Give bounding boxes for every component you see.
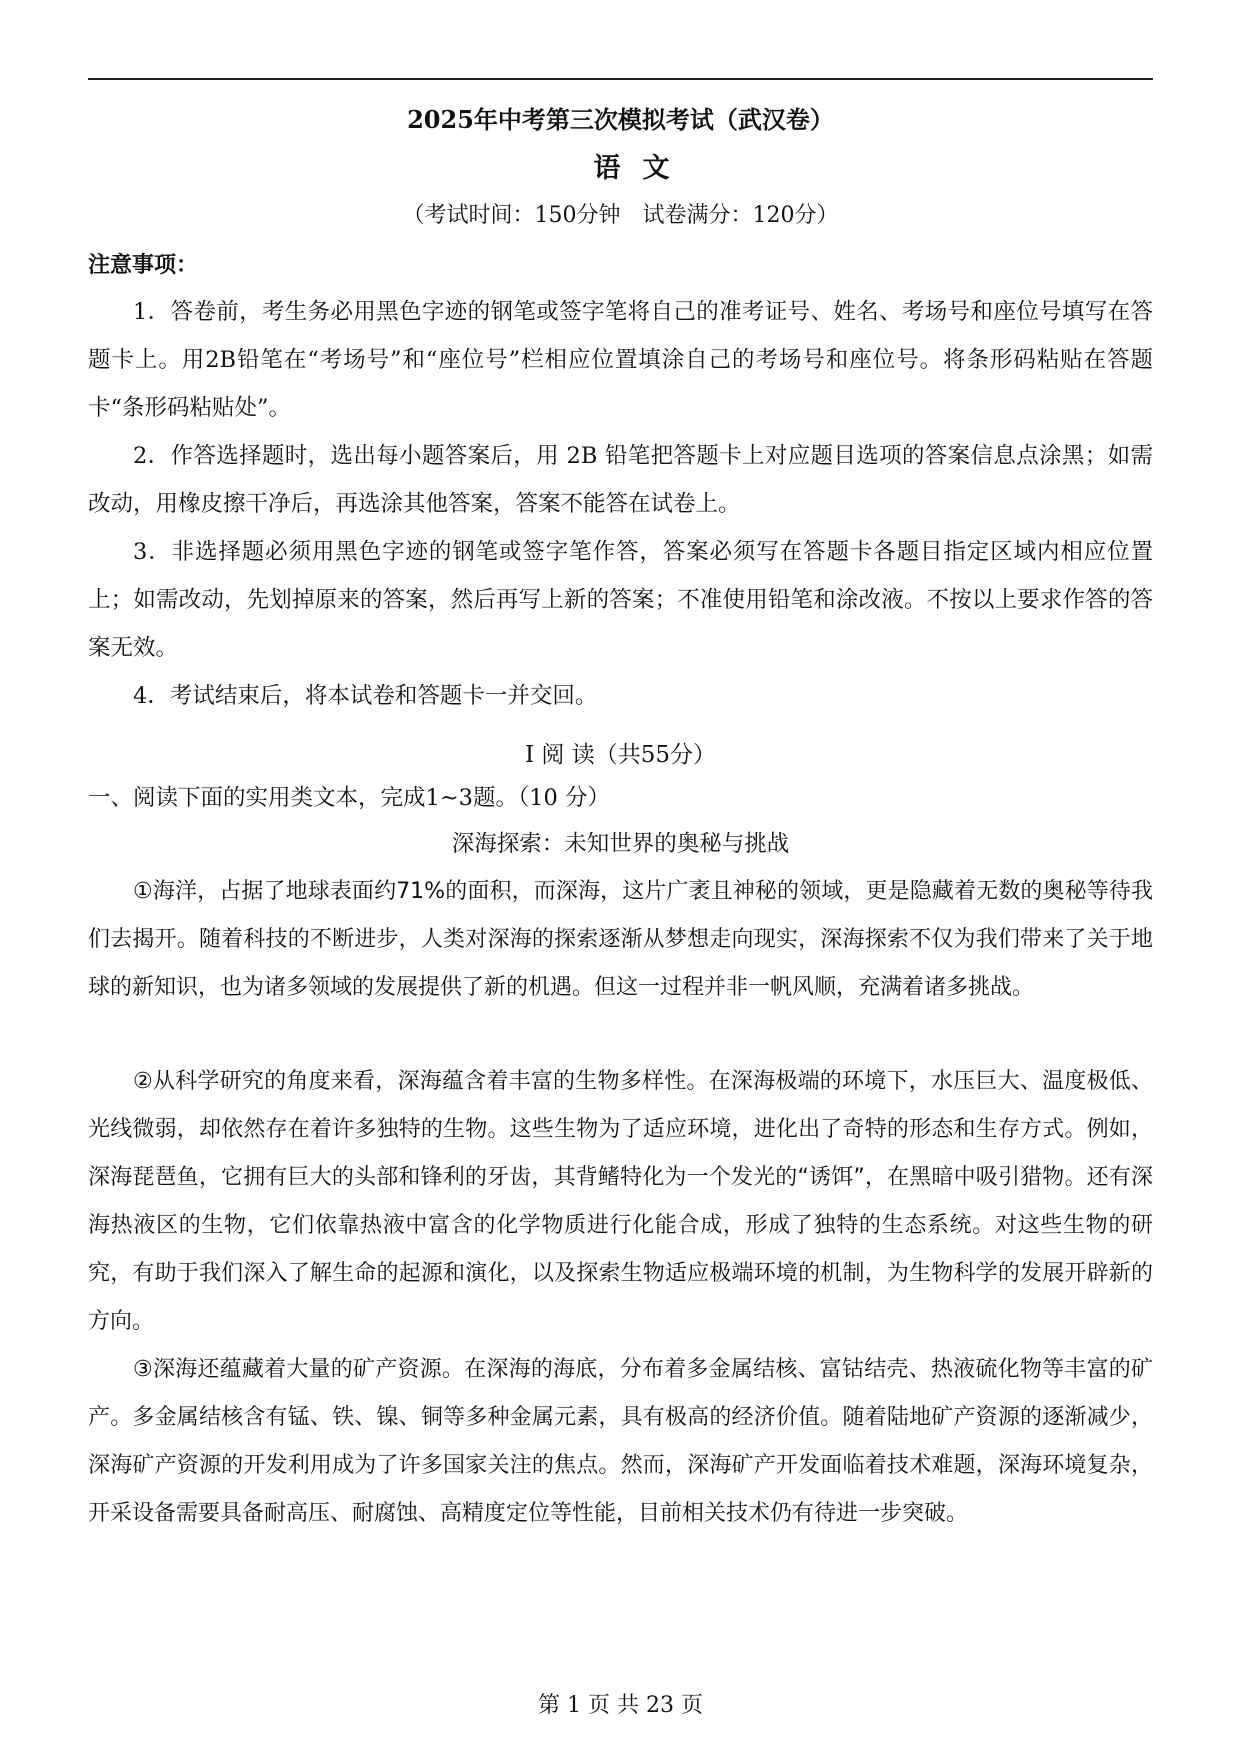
header-rule [88, 78, 1153, 80]
notice-item-3: 3．非选择题必须用黑色字迹的钢笔或签字笔作答，答案必须写在答题卡各题目指定区域内相应位置上；如需改动，先划掉原来的答案，然后再写上新的答案；不准使用铅笔和涂改液。不按以上要求作答的答案无效。 [88, 539, 1153, 661]
passage-paragraph-1: ①海洋，占据了地球表面约71%的面积，而深海，这片广袤且神秘的领域，更是隐藏着无数的奥秘等待我们去揭开。随着科技的不断进步，人类对深海的探索逐渐从梦想走向现实，深海探索不仅为我们带来了关于地球的新知识，也为诸多领域的发展提供了新的机遇。但这一过程并非一帆风顺，充满着诸多挑战。 [88, 879, 1153, 1000]
notice-item-1: 1．答卷前，考生务必用黑色字迹的钢笔或签字笔将自己的准考证号、姓名、考场号和座位号填写在答题卡上。用2B铅笔在“考场号”和“座位号”栏相应位置填涂自己的考场号和座位号。将条形码粘贴在答题卡“条形码粘贴处”。 [88, 299, 1153, 421]
exam-time-info: （考试时间：150分钟 试卷满分：120分） [402, 203, 839, 228]
passage-title: 深海探索：未知世界的奥秘与挑战 [451, 831, 790, 857]
page-number: 第 1 页 共 23 页 [538, 1693, 703, 1718]
subject-title: 语文 [593, 153, 692, 184]
notice-heading: 注意事项： [88, 252, 199, 278]
passage-paragraph-2: ②从科学研究的角度来看，深海蕴含着丰富的生物多样性。在深海极端的环境下，水压巨大、温度极低、光线微弱，却依然存在着许多独特的生物。这些生物为了适应环境，进化出了奇特的形态和生存方式。例如，深海琵琶鱼，它拥有巨大的头部和锋利的牙齿，其背鳍特化为一个发光的“诱饵”，在黑暗中吸引猎物。还有深海热液区的生物，它们依靠热液中富含的化学物质进行化能合成，形成了独特的生态系统。对这些生物的研究，有助于我们深入了解生命的起源和演化，以及探索生物适应极端环境的机制，为生物科学的发展开辟新的方向。 [88, 1069, 1153, 1334]
passage-paragraph-3: ③深海还蕴藏着大量的矿产资源。在深海的海底，分布着多金属结核、富钴结壳、热液硫化物等丰富的矿产。多金属结核含有锰、铁、镍、铜等多种金属元素，具有极高的经济价值。随着陆地矿产资源的逐渐减少，深海矿产资源的开发利用成为了许多国家关注的焦点。然而，深海矿产开发面临着技术难题，深海环境复杂，开采设备需要具备耐高压、耐腐蚀、高精度定位等性能，目前相关技术仍有待进一步突破。 [88, 1357, 1153, 1526]
notice-item-2: 2．作答选择题时，选出每小题答案后，用 2B 铅笔把答题卡上对应题目选项的答案信息点涂黑；如需改动，用橡皮擦干净后，再选涂其他答案，答案不能答在试卷上。 [88, 443, 1153, 517]
section-heading: I 阅 读（共55分） [525, 742, 716, 768]
notice-item-4: 4．考试结束后，将本试卷和答题卡一并交回。 [133, 683, 598, 709]
exam-title: 2025年中考第三次模拟考试（武汉卷） [407, 105, 834, 134]
question-heading: 一、阅读下面的实用类文本，完成1~3题。（10 分） [88, 785, 611, 811]
